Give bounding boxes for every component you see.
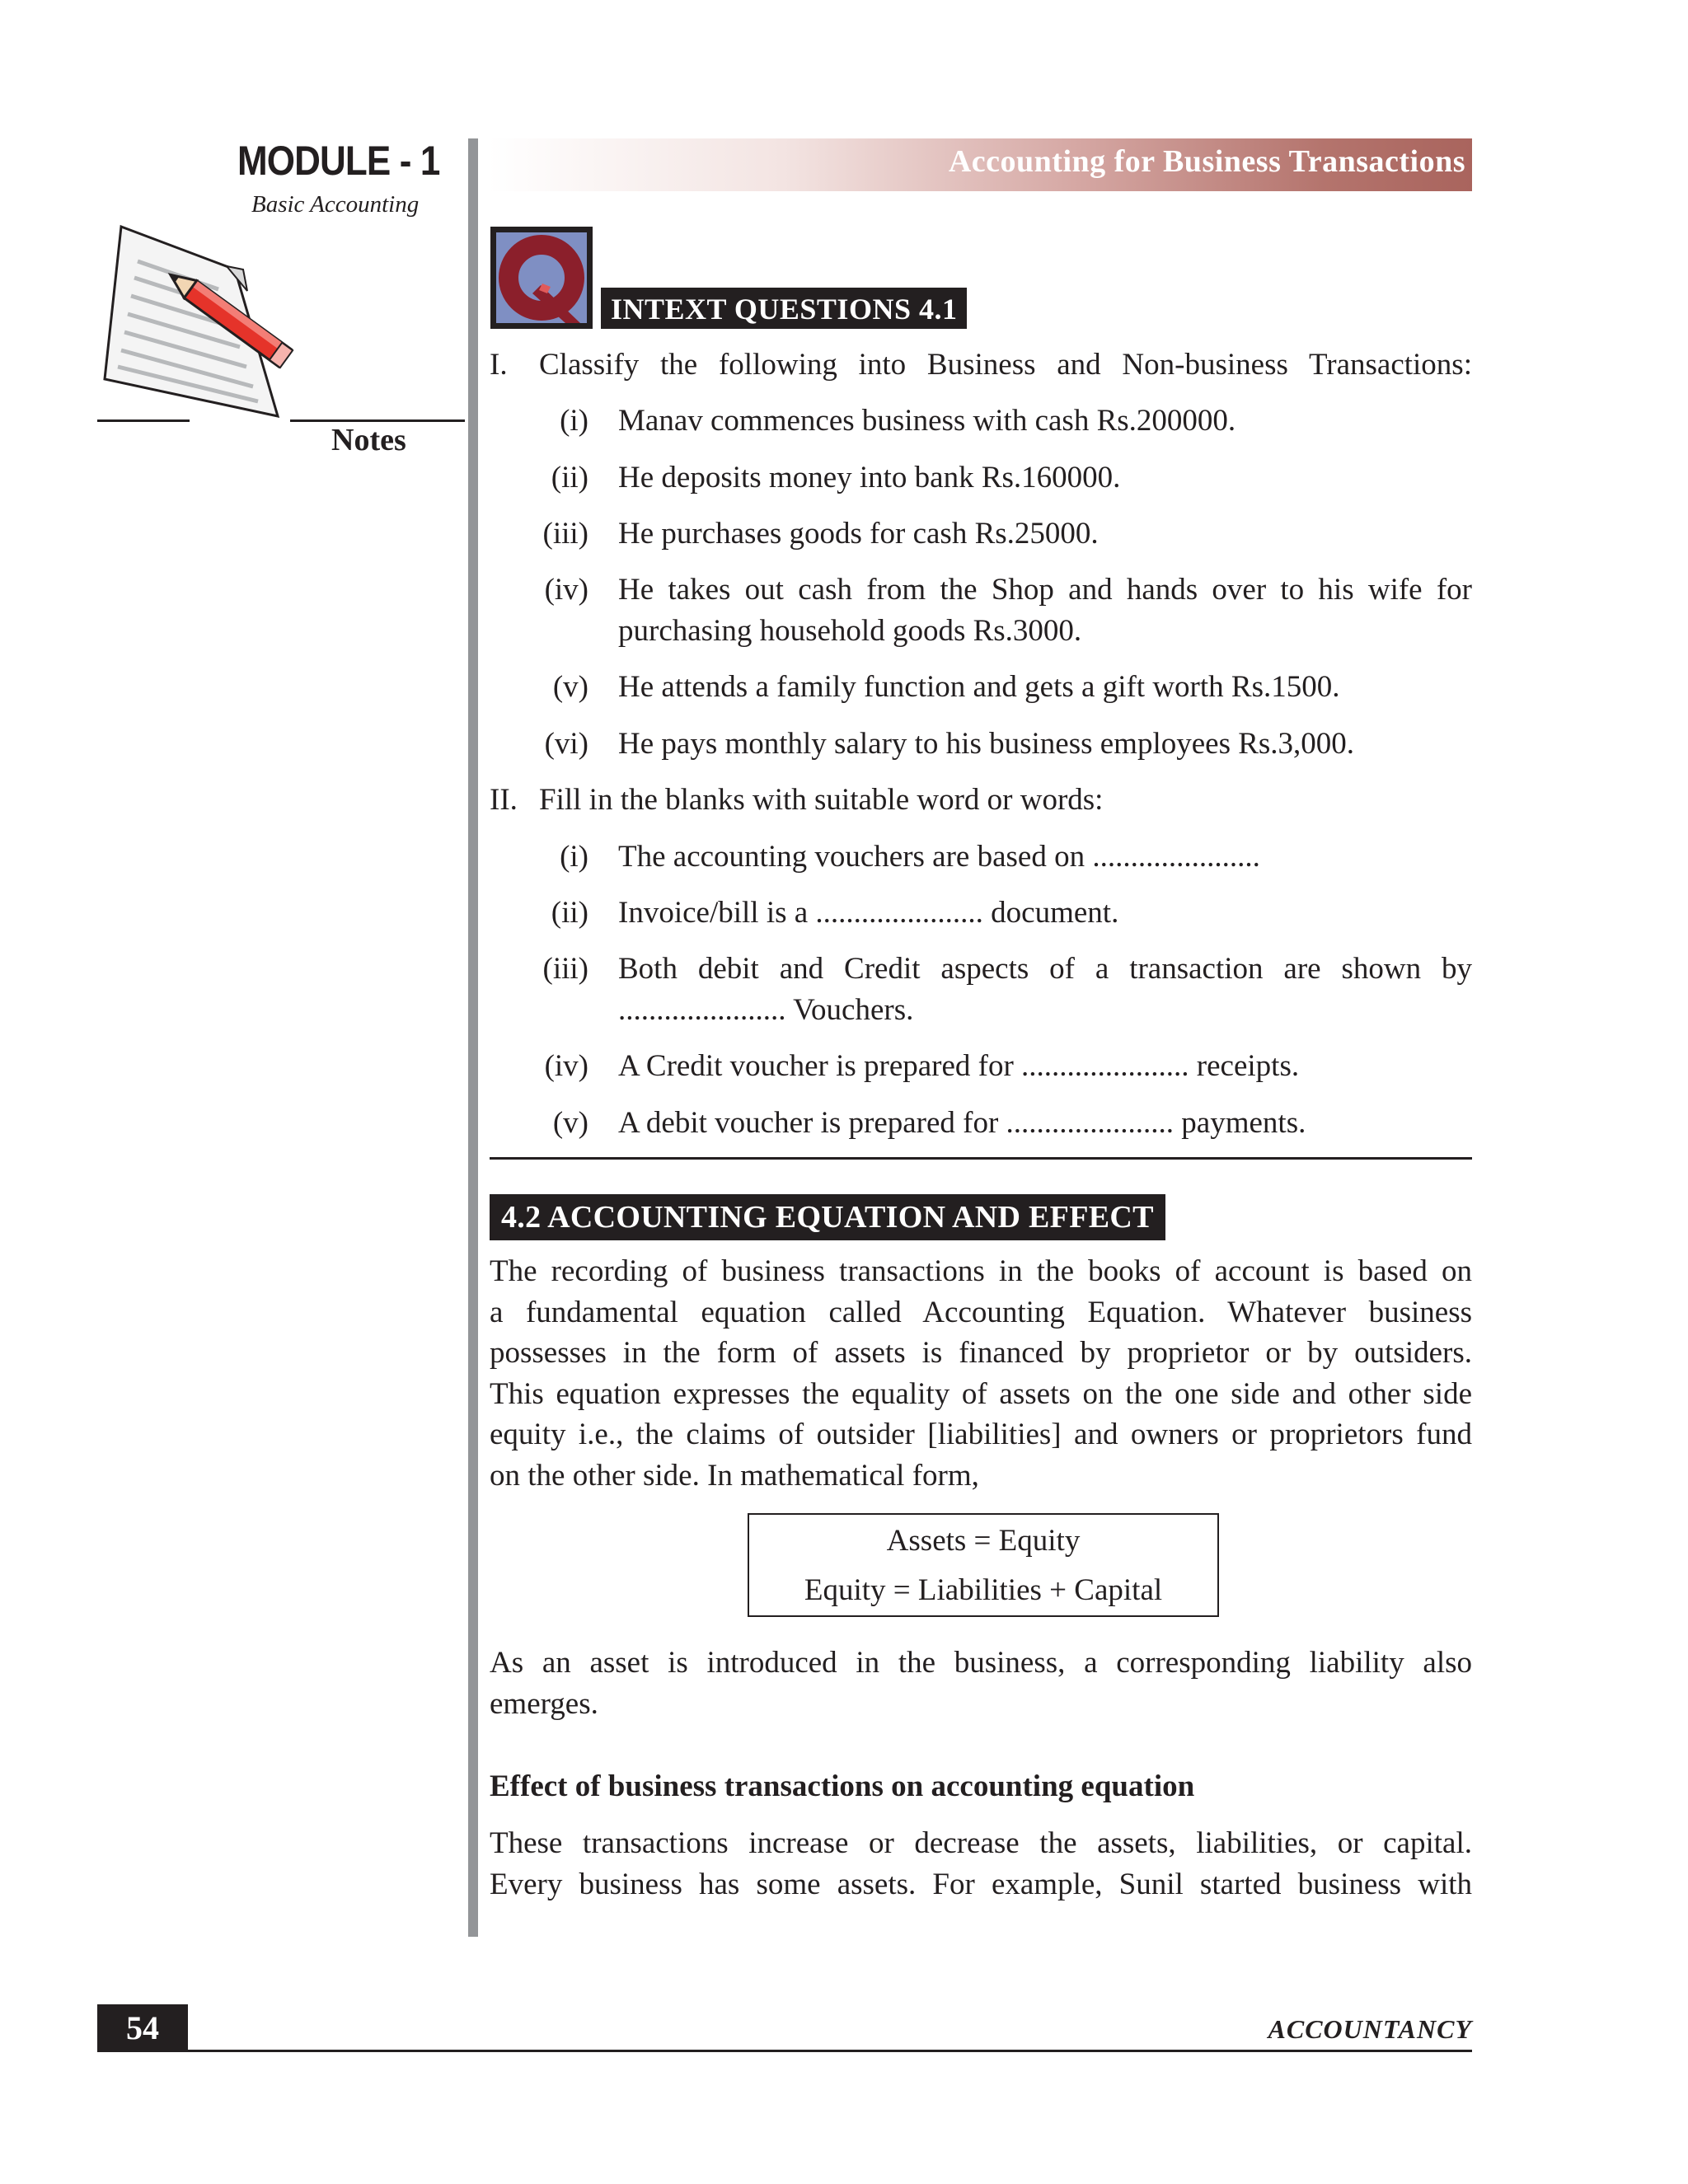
- module-subtitle: Basic Accounting: [251, 191, 420, 218]
- question-2-item-5: [490, 1103, 1472, 1144]
- paragraph-line: equity i.e., the claims of outsider [liabilities] and owners or proprietors fund: [490, 1418, 1472, 1451]
- chapter-header-band: [489, 138, 1472, 191]
- paragraph-line: The recording of business transactions in the books of account is based on: [490, 1254, 1472, 1288]
- question-q-icon: [490, 226, 593, 330]
- question-1-item-3: [490, 513, 1472, 555]
- item-text-line-1: Both debit and Credit aspects of a transaction are shown by: [618, 952, 1472, 986]
- item-text: He pays monthly salary to his business employees Rs.3,000.: [618, 727, 1355, 761]
- item-text: He deposits money into bank Rs.160000.: [618, 461, 1121, 494]
- equation-line-2: Equity = Liabilities + Capital: [804, 1573, 1163, 1607]
- question-2-item-1: [490, 837, 1472, 878]
- paragraph-line: emerges.: [490, 1686, 598, 1721]
- paragraph-accounting-equation: [490, 1251, 1472, 1496]
- page-number: 54: [97, 2004, 188, 2052]
- question-1-item-5: [490, 667, 1472, 708]
- item-number: (ii): [551, 461, 588, 494]
- item-number: (iii): [542, 952, 588, 986]
- item-text-line-1: He takes out cash from the Shop and hands over to his wife for: [618, 573, 1472, 607]
- item-text: He attends a family function and gets a gift worth Rs.1500.: [618, 670, 1340, 704]
- question-2-text: Fill in the blanks with suitable word or words:: [539, 783, 1104, 817]
- effect-heading: Effect of business transactions on accounting equation: [490, 1769, 1195, 1803]
- paragraph-line: possesses in the form of assets is financed by proprietor or by outsiders.: [490, 1336, 1472, 1370]
- question-1-item-2: [490, 457, 1472, 499]
- question-2: [490, 780, 1472, 821]
- item-text: The accounting vouchers are based on ......................: [618, 840, 1260, 874]
- question-2-item-4: [490, 1046, 1472, 1087]
- intext-questions-label: INTEXT QUESTIONS 4.1: [601, 288, 967, 329]
- question-2-number: II.: [490, 783, 518, 817]
- notes-rule-left: [97, 419, 190, 422]
- question-1: [490, 344, 1472, 386]
- paragraph-effect: [490, 1823, 1472, 1905]
- item-text: Manav commences business with cash Rs.200000.: [618, 404, 1236, 438]
- item-number: (iv): [544, 573, 588, 607]
- item-text: A debit voucher is prepared for ...................... payments.: [618, 1106, 1306, 1140]
- item-text-line-2: purchasing household goods Rs.3000.: [618, 614, 1082, 648]
- item-number: (v): [552, 670, 588, 704]
- question-1-item-1: [490, 401, 1472, 442]
- item-text: Invoice/bill is a ...................... document.: [618, 896, 1119, 930]
- equation-line-1: Assets = Equity: [886, 1524, 1081, 1558]
- paragraph-line: This equation expresses the equality of assets on the one side and other side: [490, 1376, 1472, 1411]
- chapter-title: Accounting for Business Transactions: [948, 144, 1465, 179]
- question-2-item-2: [490, 893, 1472, 934]
- item-number: (i): [560, 840, 588, 874]
- item-text: A Credit voucher is prepared for ...................... receipts.: [618, 1049, 1300, 1083]
- paragraph-line: a fundamental equation called Accounting Equation. Whatever business: [490, 1295, 1472, 1329]
- question-1-item-6: [490, 724, 1472, 765]
- question-1-item-4: [490, 569, 1472, 652]
- question-1-number: I.: [490, 348, 508, 382]
- paragraph-line: As an asset is introduced in the business, a corresponding liability also: [490, 1646, 1472, 1680]
- item-number: (iii): [542, 517, 588, 551]
- equation-box: [748, 1513, 1219, 1617]
- paragraph-line: These transactions increase or decrease the assets, liabilities, or capital.: [490, 1826, 1472, 1860]
- footer-rule: [97, 2050, 1472, 2052]
- item-number: (vi): [544, 727, 588, 761]
- paragraph-line: on the other side. In mathematical form,: [490, 1458, 979, 1493]
- item-number: (ii): [551, 896, 588, 930]
- item-number: (iv): [544, 1049, 588, 1083]
- paragraph-line: Every business has some assets. For example, Sunil started business with: [490, 1867, 1472, 1901]
- question-1-text: Classify the following into Business and Non-business Transactions:: [539, 348, 1472, 382]
- item-text: He purchases goods for cash Rs.25000.: [618, 517, 1099, 551]
- item-number: (i): [560, 404, 588, 438]
- section-divider: [490, 1157, 1472, 1160]
- notes-label: Notes: [331, 423, 406, 457]
- section-heading: 4.2 ACCOUNTING EQUATION AND EFFECT: [490, 1194, 1165, 1240]
- footer-subject: ACCOUNTANCY: [1268, 2014, 1472, 2044]
- module-title: MODULE - 1: [237, 138, 440, 184]
- item-number: (v): [552, 1106, 588, 1140]
- margin-divider-bar: [468, 138, 478, 1937]
- item-text-line-2: ...................... Vouchers.: [618, 993, 914, 1027]
- paragraph-asset-liability: [490, 1643, 1472, 1724]
- question-2-item-3: [490, 949, 1472, 1031]
